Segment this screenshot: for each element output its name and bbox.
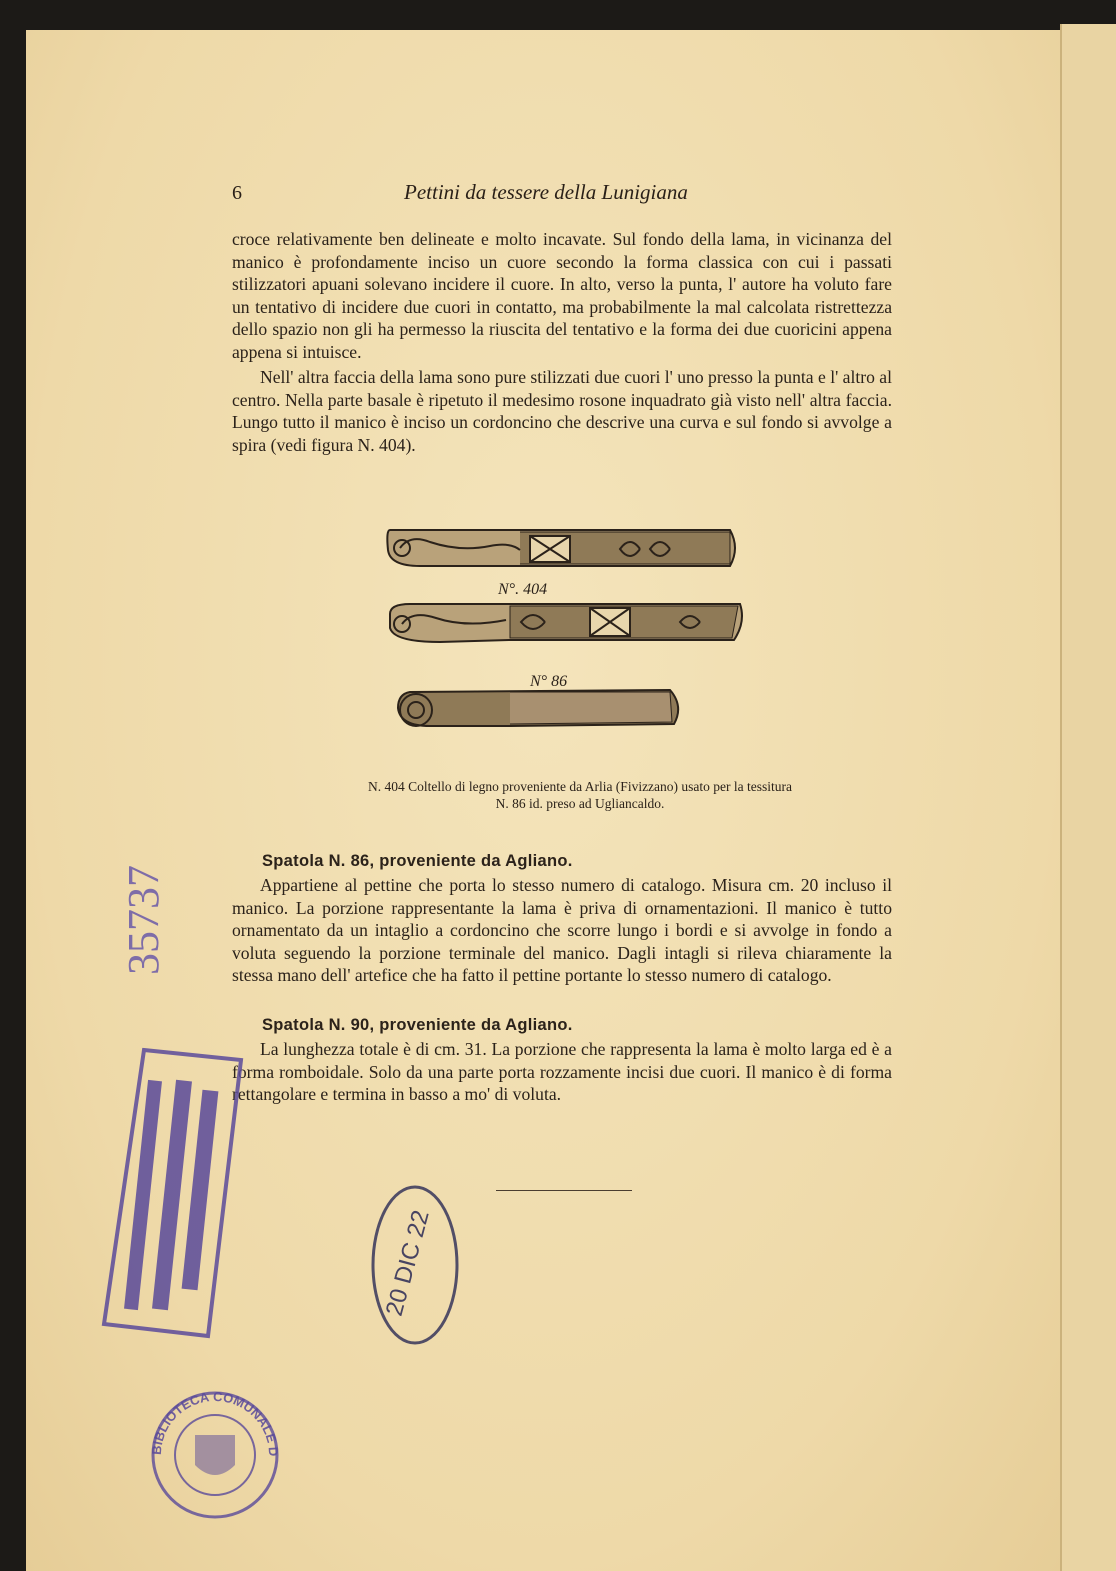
end-rule	[496, 1190, 632, 1191]
inventory-number-stamp	[118, 840, 198, 1000]
adjacent-page-edge	[1060, 24, 1116, 1571]
knife-86	[398, 690, 678, 726]
knife-404-side-a	[387, 530, 735, 566]
knife-illustration	[380, 520, 750, 740]
section-body-spatola-90: La lunghezza totale è di cm. 31. La porzione che rappresenta la lama è molto larga ed è a forma romboidale. Solo da una parte porta rozzamente incisi due cuori. Il manico è di forma rettangolare e termina in basso a mo' di voluta.	[232, 1039, 892, 1104]
figure-label-86: N° 86	[530, 673, 568, 690]
date-stamp	[360, 1180, 470, 1350]
library-seal-stamp	[135, 1385, 295, 1525]
section-body-spatola-86: Appartiene al pettine che porta lo stesso numero di catalogo. Misura cm. 20 incluso il manico. La porzione rappresentante la lama è priva di ornamentazioni. Il manico è tutto ornamentato da un intaglio a cordoncino che scorre lungo i bordi e si avvolge in fondo a voluta seguendo la porzione terminale del manico. Dagli intagli si rileva chiaramente la stessa mano dell' artefice che ha fatto il pettine portante lo stesso numero di catalogo.	[232, 875, 892, 985]
paragraph-2: Nell' altra faccia della lama sono pure stilizzati due cuori l' uno presso la punta e l' altro al centro. Nella parte basale è ripetuto il medesimo rosone inquadrato già visto nell' altra faccia. Lungo tutto il manico è inciso un cordoncino che descrive una curva e sul fondo si avvolge a spira (vedi figura N. 404).	[232, 367, 892, 455]
library-box-stamp	[96, 1040, 246, 1340]
paragraph-1: croce relativamente ben delineate e molto incavate. Sul fondo della lama, in vicinanza del manico è profondamente inciso un cuore secondo la forma classica con cui i passati stilizzatori apuani solevano incidere il cuore. In alto, verso la punta, l' autore ha voluto fare un tentativo di incidere due cuori in contatto, ma probabilmente la mal calcolata ristrettezza dello spazio non gli ha permesso la riuscita del tentativo e la forma dei due cuoricini appena appena si intuisce.	[232, 229, 892, 362]
svg-text:35737: 35737	[119, 865, 168, 975]
svg-text:BIBLIOTECA COMUNALE DELLA SPEZ: BIBLIOTECA COMUNALE D	[148, 1388, 282, 1457]
svg-text:20 DIC 22: 20 DIC 22	[380, 1207, 435, 1319]
page-number: 6	[232, 182, 242, 204]
running-title: Pettini da tessere della Lunigiana	[404, 180, 688, 204]
figure-caption-line-1: N. 404 Coltello di legno proveniente da Arlia (Fivizzano) usato per la tessitura	[367, 779, 793, 794]
section-heading-spatola-86: Spatola N. 86, proveniente da Agliano.	[262, 852, 573, 870]
section-heading-spatola-90: Spatola N. 90, proveniente da Agliano.	[262, 1016, 573, 1034]
figure-label-404: N°. 404	[498, 581, 548, 598]
knife-404-side-b	[390, 604, 742, 642]
figure-caption-line-2: N. 86 id. preso ad Ugliancaldo.	[495, 796, 665, 811]
